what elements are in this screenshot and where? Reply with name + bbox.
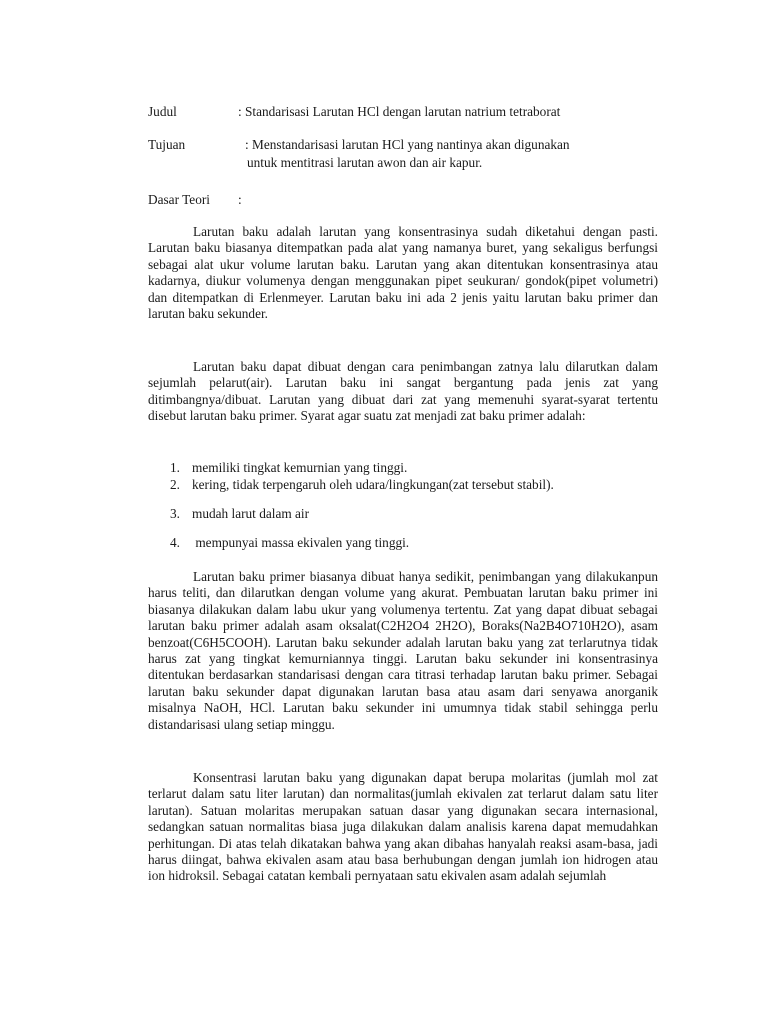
tujuan-value-line2: untuk mentitrasi larutan awon dan air kapur. [247,155,483,170]
paragraph-3: Larutan baku primer biasanya dibuat hanya sedikit, penimbangan yang dilakukanpun harus teliti, dan dilarutkan dengan volume yang akurat. Pembuatan larutan baku primer ini biasanya dilakukan dalam labu ukur yang volumenya tertentu. Zat yang dapat dibuat sebagai larutan baku primer adalah asam oksalat(C2H2O4 2H2O), Boraks(Na2B4O710H2O), asam benzoat(C6H5COOH). Larutan baku sekunder adalah larutan baku yang zat terlarutnya tidak harus zat yang tingkat kemurniannya tinggi. Larutan baku sekunder ini konsentrasinya ditentukan berdasarkan standarisasi dengan cara titrasi terhadap larutan baku primer. Sebagai larutan baku sekunder dapat digunakan larutan basa atau asam dari senyawa anorganik misalnya NaOH, HCl. Larutan baku sekunder ini umumnya tidak stabil sehingga perlu distandarisasi ulang setiap minggu. [148,569,658,732]
list-text: memiliki tingkat kemurnian yang tinggi. [192,460,408,475]
list-text: mempunyai massa ekivalen yang tinggi. [192,535,410,550]
paragraph-1: Larutan baku adalah larutan yang konsentrasinya sudah diketahui dengan pasti. Larutan baku biasanya ditempatkan pada alat yang namanya buret, yang sekaligus berfungsi sebagai alat ukur volume larutan baku. Larutan yang akan ditentukan konsentrasinya atau kadarnya, diukur volumenya dengan menggunakan pipet seukuran/ gondok(pipet volumetri) dan ditempatkan di Erlenmeyer. Larutan baku ini ada 2 jenis yaitu larutan baku primer dan larutan baku sekunder. [148,224,658,322]
paragraph-2: Larutan baku dapat dibuat dengan cara penimbangan zatnya lalu dilarutkan dalam sejumlah pelarut(air). Larutan baku ini sangat bergantung pada jenis zat yang ditimbangnya/dibuat. Larutan yang dibuat dari zat yang memenuhi syarat-syarat tertentu disebut larutan baku primer. Syarat agar suatu zat menjadi zat baku primer adalah: [148,359,658,424]
list-item [170,535,409,551]
paragraph-4: Konsentrasi larutan baku yang digunakan dapat berupa molaritas (jumlah mol zat terlarut dalam satu liter larutan) dan normalitas(jumlah ekivalen zat terlarut dalam satu liter larutan). Satuan molaritas merupakan satuan dasar yang digunakan secara internasional, sedangkan satuan normalitas biasa juga dilakukan dalam analisis karena dapat memudahkan perhitungan. Di atas telah dikatakan bahwa yang akan dibahas hanyalah reaksi asam-basa, jadi harus diingat, bahwa ekivalen asam atau basa berhubungan dengan jumlah ion hidrogen atau ion hidroksil. Sebagai catatan kembali pernyataan satu ekivalen asam adalah sejumlah [148,770,658,884]
list-text: mudah larut dalam air [192,506,310,521]
list-number: 3. [170,506,180,521]
list-number: 4. [170,535,180,550]
tujuan-label: Tujuan [148,137,186,152]
dasar-teori-label: Dasar Teori [148,192,210,207]
judul-value: : Standarisasi Larutan HCl dengan larutan natrium tetraborat [238,104,561,119]
list-item [170,506,309,522]
list-item [170,460,407,476]
list-number: 1. [170,460,180,475]
list-text: kering, tidak terpengaruh oleh udara/lingkungan(zat tersebut stabil). [192,477,554,492]
judul-label: Judul [148,104,177,119]
tujuan-value-line1: : Menstandarisasi larutan HCl yang nantinya akan digunakan [245,137,570,152]
list-number: 2. [170,477,180,492]
list-item [170,477,554,493]
dasar-teori-colon: : [238,192,242,207]
